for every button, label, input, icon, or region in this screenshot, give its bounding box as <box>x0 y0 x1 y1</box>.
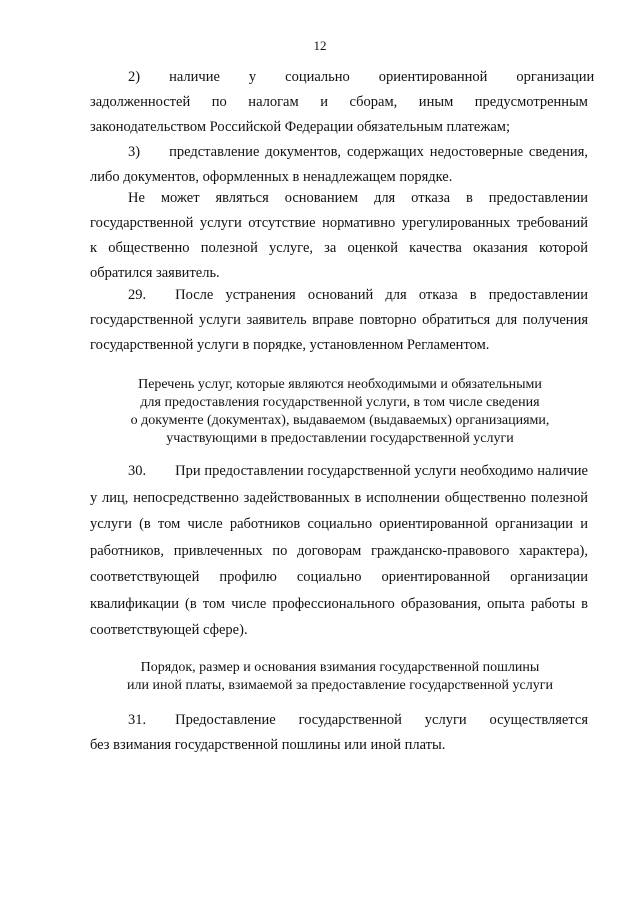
text-line: квалификации (в том числе профессионального образования, опыта работы в <box>90 595 588 612</box>
paragraph-30 <box>90 458 588 644</box>
text-line: соответствующей сфере). <box>90 622 248 638</box>
text-line: государственной услуги в порядке, установленном Регламентом. <box>90 337 490 353</box>
heading-line: участвующими в предоставлении государственной услуги <box>166 431 514 446</box>
page-number: 12 <box>313 38 327 53</box>
text-line: законодательством Российской Федерации обязательным платежам; <box>90 119 510 135</box>
section-heading-fee <box>70 659 610 695</box>
text-line: обратился заявитель. <box>90 265 220 281</box>
text-line: 31. Предоставление государственной услуги осуществляется <box>128 712 588 728</box>
text-line: государственной услуги заявитель вправе повторно обратиться для получения <box>90 312 588 328</box>
text-line: у лиц, непосредственно задействованных в исполнении общественно полезной <box>90 489 588 506</box>
text-line: задолженностей по налогам и сборам, иным предусмотренным <box>90 94 588 110</box>
text-line: соответствующей профилю социально ориентированной организации <box>90 569 588 585</box>
paragraph-not-grounds <box>90 186 588 286</box>
text-line: либо документов, оформленных в ненадлежащем порядке. <box>90 169 453 185</box>
heading-line: о документе (документах), выдаваемом (выдаваемых) организациями, <box>130 413 550 428</box>
paragraph-31 <box>90 708 588 758</box>
text-line: без взимания государственной пошлины или иной платы. <box>90 737 446 753</box>
text-line: государственной услуги отсутствие нормативно урегулированных требований <box>90 215 588 231</box>
paragraph-item-3 <box>90 140 588 190</box>
heading-line: или иной платы, взимаемой за предоставление государственной услуги <box>127 678 553 693</box>
text-line: 30. При предоставлении государственной услуги необходимо наличие <box>128 463 588 479</box>
text-line: 3) представление документов, содержащих недостоверные сведения, <box>128 144 588 160</box>
text-line: работников, привлеченных по договорам гражданско-правового характера), <box>90 542 588 559</box>
text-line: 29. После устранения оснований для отказа в предоставлении <box>128 287 588 303</box>
text-line: к общественно полезной услуге, за оценкой качества оказания которой <box>90 240 588 256</box>
section-heading-services-list <box>70 376 610 448</box>
paragraph-29 <box>90 283 588 358</box>
heading-line: Перечень услуг, которые являются необходимыми и обязательными <box>138 377 542 392</box>
text-line: 2) наличие у социально ориентированной организации <box>128 69 595 85</box>
heading-line: Порядок, размер и основания взимания государственной пошлины <box>140 660 540 675</box>
paragraph-item-2 <box>90 65 595 140</box>
text-line: услуги (в том числе работников социально ориентированной организации и <box>90 516 588 532</box>
heading-line: для предоставления государственной услуги, в том числе сведения <box>140 395 540 410</box>
text-line: Не может являться основанием для отказа в предоставлении <box>128 190 588 206</box>
